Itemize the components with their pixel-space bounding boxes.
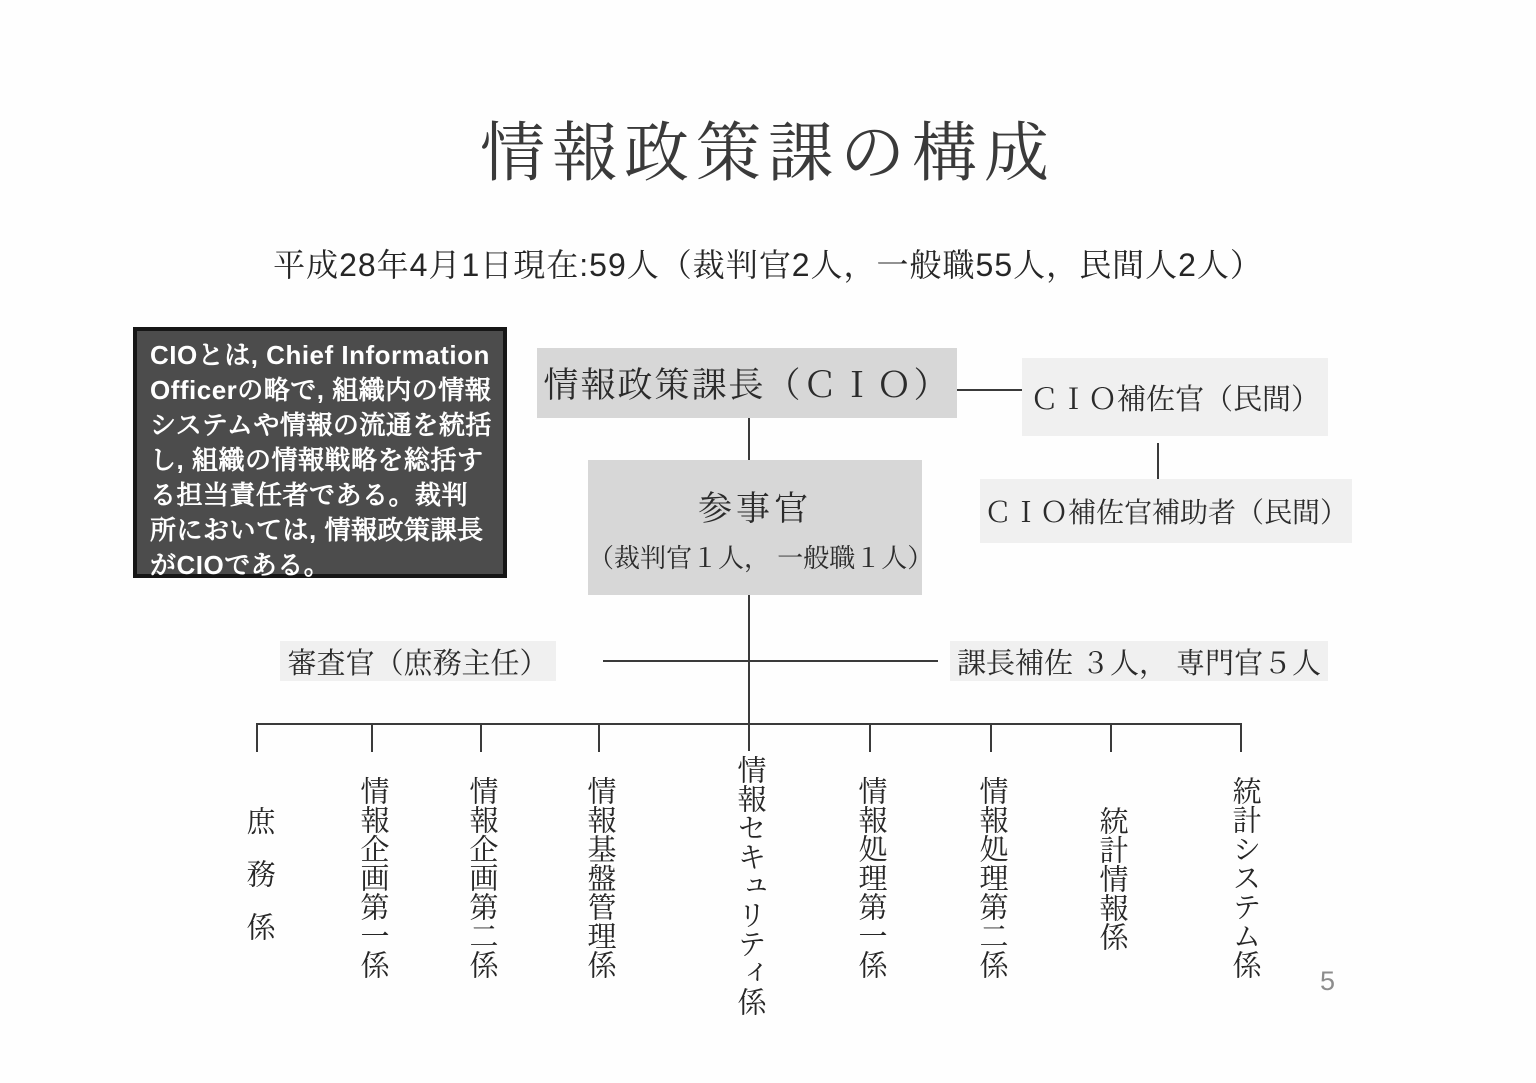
section-label: 情報処理第一係	[854, 776, 887, 979]
chief-cio-box	[537, 348, 957, 418]
branch-tick-7	[990, 723, 992, 752]
assistants-label: 課長補佐 ３人， 専門官５人	[956, 647, 1322, 680]
counsellor-label: 参事官	[698, 489, 812, 528]
counsellor-sub-label: （裁判官１人， 一般職１人）	[588, 542, 934, 573]
cio-aide-box	[1022, 358, 1328, 436]
section-label: 情報企画第二係	[465, 776, 498, 979]
section-label: 情報企画第一係	[356, 776, 389, 979]
branch-tick-8	[1110, 723, 1112, 752]
section-label: 庶務係	[242, 806, 275, 965]
connector-examiner-assistants	[603, 660, 938, 662]
chief-cio-label: 情報政策課長（ＣＩＯ）	[543, 366, 951, 405]
cio-aide-assistant-box	[980, 479, 1352, 543]
cio-aide-label: ＣＩＯ補佐官（民間）	[1029, 383, 1320, 416]
cio-aide-assistant-label: ＣＩＯ補佐官補助者（民間）	[983, 497, 1348, 528]
connector-aide-to-assistant	[1157, 443, 1159, 481]
examiner-label: 審査官（庶務主任）	[287, 647, 549, 680]
section-label: 情報処理第二係	[975, 776, 1008, 979]
branch-tick-9	[1240, 723, 1242, 752]
section-label: 統計システム係	[1228, 776, 1261, 979]
section-label: 情報セキュリティ係	[733, 755, 766, 1016]
section-label: 情報基盤管理係	[583, 776, 616, 979]
branch-tick-4	[598, 723, 600, 752]
examiner-box	[280, 641, 556, 681]
branch-tick-1	[256, 723, 258, 752]
connector-trunk	[748, 595, 750, 751]
branch-tick-3	[480, 723, 482, 752]
assistants-box	[950, 641, 1328, 681]
branch-tick-2	[371, 723, 373, 752]
connector-chief-to-counsellor	[748, 418, 750, 462]
page-number: 5	[1320, 966, 1336, 996]
connector-chief-to-aide	[957, 389, 1030, 391]
counsellor-box	[588, 460, 934, 595]
cio-definition-note: CIOとは, Chief Information Officerの略で, 組織内の情報システムや情報の流通を統括し, 組織の情報戦略を総括する担当責任者である。裁判所においては, 情報政策課長がCIOである。	[133, 327, 507, 578]
page-title: 情報政策課の構成	[479, 116, 1056, 189]
branch-tick-6	[869, 723, 871, 752]
headcount-subtitle: 平成28年4月1日現在:59人（裁判官2人，一般職55人，民間人2人）	[273, 247, 1263, 283]
section-label: 統計情報係	[1095, 806, 1128, 951]
branch-line	[256, 723, 1242, 725]
